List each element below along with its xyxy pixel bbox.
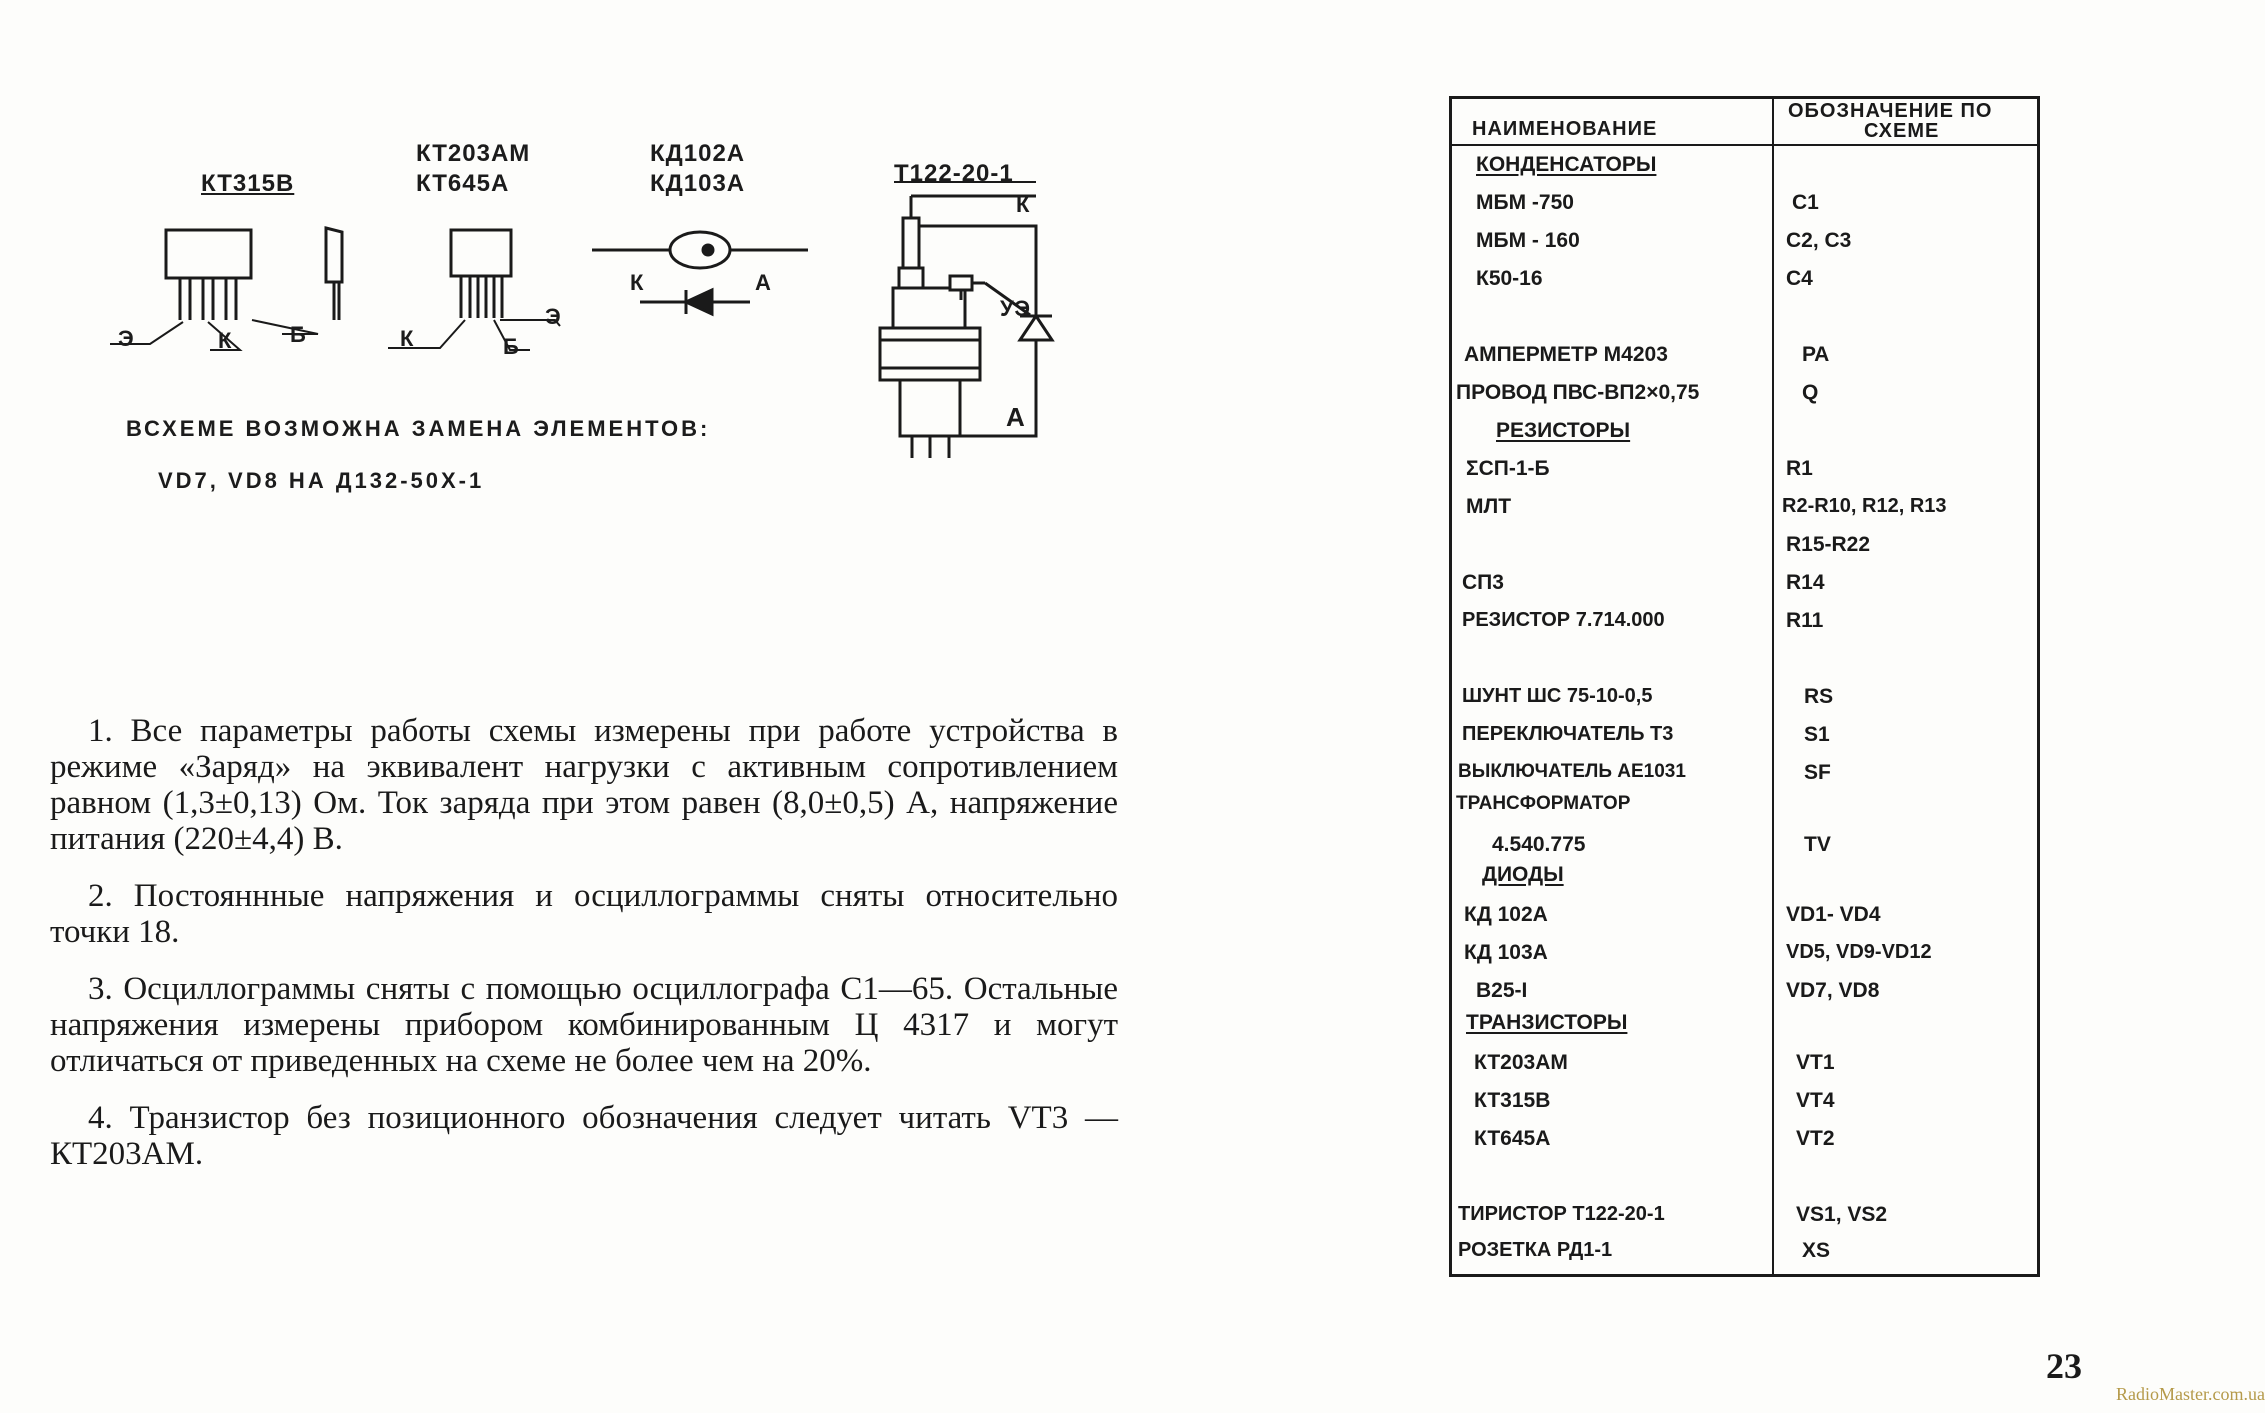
- row-name: ВЫКЛЮЧАТЕЛЬ АЕ1031: [1458, 761, 1686, 782]
- row-name: МБМ -750: [1476, 191, 1574, 214]
- row-name: ШУНТ ШС 75-10-0,5: [1462, 685, 1653, 707]
- row-name: РЕЗИСТОР 7.714.000: [1462, 609, 1665, 631]
- table-row: [1452, 527, 2037, 565]
- notes-block: [50, 713, 1118, 1193]
- row-code: R14: [1786, 571, 1825, 594]
- table-row: [1452, 261, 2037, 299]
- row-name: КД 103А: [1464, 941, 1548, 964]
- kt203-pin-b: Б: [503, 334, 520, 359]
- row-code: С4: [1786, 267, 1813, 290]
- table-row: [1452, 489, 2037, 527]
- thyristor-a-label: А: [1006, 402, 1026, 432]
- row-code: SF: [1804, 761, 1831, 784]
- row-name: МБМ - 160: [1476, 229, 1580, 252]
- kt315-label: КТ315В: [201, 170, 295, 197]
- row-name: ПЕРЕКЛЮЧАТЕЛЬ Т3: [1462, 723, 1674, 745]
- row-name: КОНДЕНСАТОРЫ: [1476, 153, 1657, 176]
- thyristor-label: Т122-20-1: [894, 160, 1014, 187]
- row-code: С1: [1792, 191, 1819, 214]
- kd-label-1: КД102А: [650, 140, 746, 167]
- row-code: VT1: [1796, 1051, 1835, 1074]
- kt203-label-2: КТ645А: [416, 170, 510, 197]
- row-name: РОЗЕТКА РД1-1: [1458, 1239, 1613, 1261]
- table-row: [1452, 223, 2037, 261]
- table-row: [1452, 679, 2037, 717]
- table-row: [1452, 755, 2037, 793]
- row-code: R11: [1786, 609, 1824, 632]
- row-name: СП3: [1462, 571, 1504, 594]
- row-code: R15-R22: [1786, 533, 1871, 556]
- row-name: ΣСП-1-Б: [1466, 457, 1550, 480]
- row-code: VD5, VD9-VD12: [1786, 941, 1932, 963]
- row-name: КТ315В: [1474, 1089, 1551, 1112]
- kt203-body: [451, 230, 511, 276]
- row-code: Q: [1802, 381, 1819, 404]
- row-name: АМПЕРМЕТР М4203: [1464, 343, 1668, 366]
- table-row: [1452, 565, 2037, 603]
- row-name: КД 102А: [1464, 903, 1548, 926]
- row-code: RS: [1804, 685, 1834, 708]
- table-row: [1452, 337, 2037, 375]
- row-code: TV: [1804, 833, 1831, 856]
- table-row: [1452, 793, 2037, 831]
- kd-label-2: КД103А: [650, 170, 746, 197]
- row-code: VD1- VD4: [1786, 903, 1881, 926]
- kd-diode-body: [670, 232, 730, 268]
- table-row: [1452, 863, 2037, 901]
- table-row: [1452, 827, 2037, 865]
- table-row: [1452, 717, 2037, 755]
- kt203-pin-e: Э: [545, 304, 562, 329]
- table-row: [1452, 375, 2037, 413]
- table-row: [1452, 451, 2037, 489]
- thyristor-k-label: К: [1016, 192, 1031, 217]
- replace-note-line-2: VD7, VD8 НА Д132-50Х-1: [158, 468, 485, 493]
- table-row: [1452, 147, 2037, 185]
- row-code: VT2: [1796, 1127, 1835, 1150]
- diode-k-label: К: [630, 270, 645, 295]
- parts-table: [1449, 96, 2040, 1277]
- header-code-line-1: ОБОЗНАЧЕНИЕ ПО: [1788, 100, 1993, 122]
- table-row: [1452, 973, 2037, 1011]
- row-name: ТРАНСФОРМАТОР: [1456, 793, 1631, 814]
- header-divider: [1452, 144, 2037, 146]
- table-row: [1452, 299, 2037, 337]
- row-name: КТ645А: [1474, 1127, 1551, 1150]
- row-code: S1: [1804, 723, 1830, 746]
- page-number: 23: [2046, 1346, 2082, 1386]
- row-code: С2, С3: [1786, 229, 1852, 252]
- table-row: [1452, 1121, 2037, 1159]
- row-code: XS: [1802, 1239, 1831, 1262]
- row-name: ТРАНЗИСТОРЫ: [1466, 1011, 1628, 1034]
- table-row: [1452, 603, 2037, 641]
- thyristor-body: [903, 218, 919, 268]
- table-row: [1452, 641, 2037, 679]
- row-name: ТИРИСТОР Т122-20-1: [1458, 1203, 1665, 1225]
- row-code: РА: [1802, 343, 1830, 366]
- kt315-side-view: [326, 228, 342, 282]
- kt203-pin-k: К: [400, 326, 415, 351]
- row-name: 4.540.775: [1492, 833, 1586, 856]
- table-row: [1452, 1159, 2037, 1197]
- thyristor-ue-label: УЭ: [1000, 296, 1032, 321]
- table-row: [1452, 413, 2037, 451]
- row-name: В25-I: [1476, 979, 1528, 1002]
- table-row: [1452, 1083, 2037, 1121]
- watermark: RadioMaster.com.ua: [2116, 1384, 2265, 1404]
- diode-a-label: А: [755, 270, 772, 295]
- header-name: НАИМЕНОВАНИЕ: [1472, 118, 1658, 140]
- note-paragraph: 2. Постояннные напряжения и осциллограммы сняты относительно точки 18.: [50, 878, 1118, 950]
- kt203-label-1: КТ203АМ: [416, 140, 531, 167]
- row-name: МЛТ: [1466, 495, 1512, 518]
- row-name: КТ203АМ: [1474, 1051, 1568, 1074]
- header-code-line-2: СХЕМЕ: [1864, 120, 1940, 142]
- table-row: [1452, 1197, 2037, 1235]
- row-name: РЕЗИСТОРЫ: [1496, 419, 1631, 442]
- row-code: R2-R10, R12, R13: [1782, 495, 1947, 517]
- row-code: VD7, VD8: [1786, 979, 1880, 1002]
- table-row: [1452, 1233, 2037, 1271]
- note-paragraph: 3. Осциллограммы сняты с помощью осциллографа С1—65. Остальные напряжения измерены прибором комбинированным Ц 4317 и могут отличаться от приведенных на схеме не более чем на 20%.: [50, 971, 1118, 1079]
- row-name: ДИОДЫ: [1482, 863, 1564, 886]
- kt315-pin-k: К: [218, 328, 233, 353]
- kt315-body: [166, 230, 251, 278]
- table-row: [1452, 1011, 2037, 1049]
- kt315-pin-b: Б: [290, 322, 307, 347]
- row-name: ПРОВОД ПВС-ВП2×0,75: [1456, 381, 1700, 404]
- replace-note-line-1: ВСХЕМЕ ВОЗМОЖНА ЗАМЕНА ЭЛЕМЕНТОВ:: [126, 416, 711, 441]
- table-row: [1452, 935, 2037, 973]
- table-row: [1452, 1045, 2037, 1083]
- row-code: VS1, VS2: [1796, 1203, 1888, 1226]
- row-code: VT4: [1796, 1089, 1835, 1112]
- table-row: [1452, 185, 2037, 223]
- kt315-pin-e: Э: [118, 326, 135, 351]
- note-paragraph: 4. Транзистор без позиционного обозначения следует читать VT3 — КТ203АМ.: [50, 1100, 1118, 1172]
- note-paragraph: 1. Все параметры работы схемы измерены при работе устройства в режиме «Заряд» на эквивалент нагрузки с активным сопротивлением равном (1,3±0,13) Ом. Ток заряда при этом равен (8,0±0,5) А, напряжение питания (220±4,4) В.: [50, 713, 1118, 857]
- table-row: [1452, 897, 2037, 935]
- row-name: К50-16: [1476, 267, 1543, 290]
- row-code: R1: [1786, 457, 1813, 480]
